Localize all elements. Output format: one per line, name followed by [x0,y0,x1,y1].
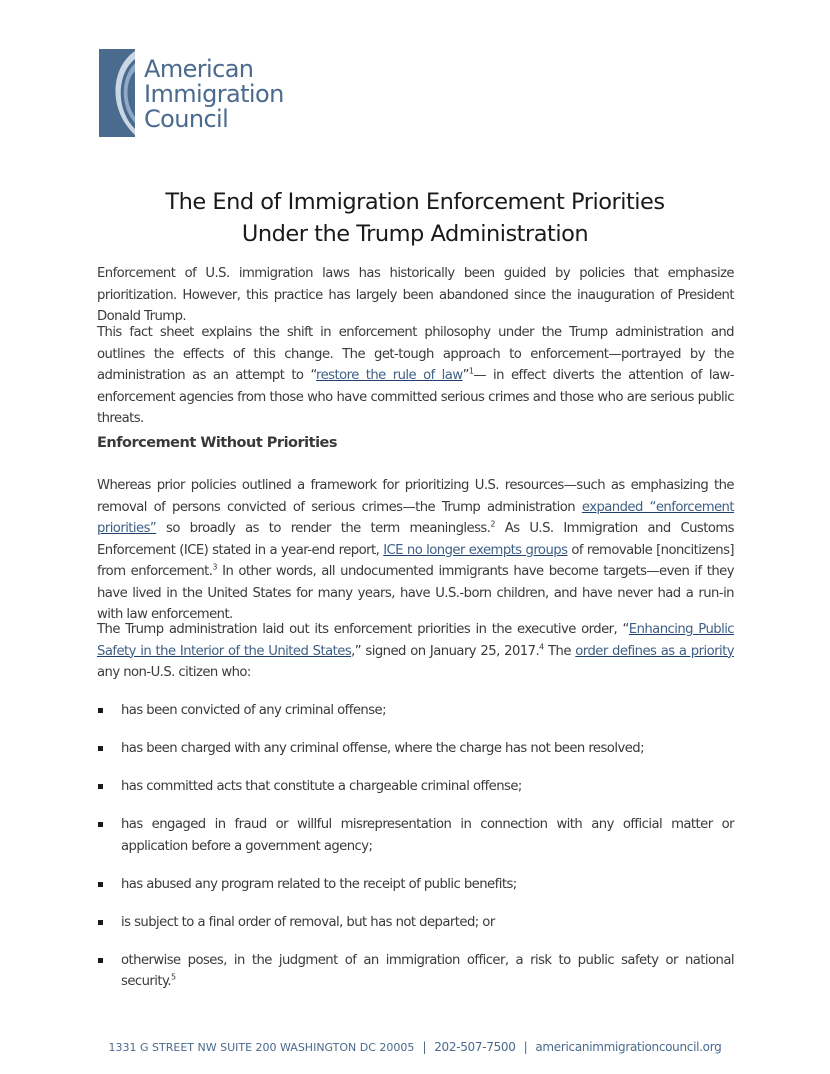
text-run: so broadly as to render the term meaningless. [156,521,491,536]
text-run: of removable [noncitizens] from enforcement. [97,542,735,579]
title-line-2: Under the Trump Administration [241,221,589,247]
text-run: The [543,643,576,659]
section-heading: Enforcement Without Priorities [97,435,338,451]
list-item [97,738,734,760]
intro-paragraph: Enforcement of U.S. immigration laws has historically been guided by policies that emphasize prioritization. However, this practice has largely been abandoned since the inauguration of President Donald Trump. [97,266,734,324]
bullet-square-icon [98,958,103,963]
logo-line-2: Immigration [144,80,284,108]
footnote-ref-2: 2 [490,519,495,529]
document-title [100,186,730,250]
list-item [97,912,734,934]
bullet-square-icon [98,784,103,789]
ice-no-longer-exempts-groups-link[interactable]: ICE no longer exempts groups [383,542,568,558]
text-run: any non-U.S. citizen who: [97,665,251,680]
text-run: ,” signed on January 25, 2017. [351,643,540,659]
logo-line-3: Council [144,105,229,133]
bullet-square-icon [98,746,103,751]
priorities-paragraph [97,475,734,626]
text-run: ” [462,368,469,383]
footnote-ref-5: 5 [171,972,176,982]
list-item [97,776,734,798]
priority-criteria-list [97,700,734,1009]
title-line-1: The End of Immigration Enforcement Priorities [165,189,665,215]
footnote-ref-1: 1 [468,366,474,376]
list-item-text: has been convicted of any criminal offense; [121,703,386,718]
list-item [97,874,734,896]
page-footer [0,1040,830,1054]
bullet-square-icon [98,920,103,925]
enhancing-public-safety-link[interactable]: Enhancing Public Safety in the Interior of the United States [97,622,735,659]
text-run: This fact sheet explains the shift in enforcement philosophy under the Trump administration and outlines the effects of this change. The get-tough approach to enforcement—portrayed by the administration as an attempt to “ [97,325,734,383]
logo-line-1: American [144,55,254,83]
footer-website-link[interactable]: americanimmigrationcouncil.org [535,1040,722,1054]
executive-order-paragraph [97,619,734,684]
expanded-enforcement-priorities-link[interactable]: expanded “enforcement priorities” [97,499,734,536]
bullet-square-icon [98,882,103,887]
list-item-text: is subject to a final order of removal, but has not departed; or [121,914,495,930]
list-item-text: has engaged in fraud or willful misrepresentation in connection with any official matter or application before a government agency; [121,817,734,854]
list-item [97,700,734,722]
bullet-square-icon [98,822,103,827]
fact-sheet-paragraph [97,322,734,430]
list-item [97,950,734,993]
restore-rule-of-law-link[interactable]: restore the rule of law [316,368,463,383]
logo-mark-icon [99,49,135,137]
footnote-ref-3: 3 [212,562,217,572]
list-item-text: has abused any program related to the receipt of public benefits; [121,876,517,892]
text-run: The Trump administration laid out its enforcement priorities in the executive order, “ [97,622,629,637]
list-item [97,814,734,857]
list-item-text: has committed acts that constitute a chargeable criminal offense; [121,779,522,794]
list-item-text: has been charged with any criminal offense, where the charge has not been resolved; [121,741,644,756]
order-defines-priority-link[interactable]: order defines as a priority [575,643,734,659]
organization-logo [99,49,289,139]
footer-address: 1331 G STREET NW SUITE 200 WASHINGTON DC 20005 [108,1041,415,1054]
footnote-ref-4: 4 [539,642,544,652]
text-run: In other words, all undocumented immigrants have become targets—even if they have lived in the United States for many years, have U.S.-born children, and have never had a run-in with law enforcement. [97,564,735,622]
footer-phone: 202-507-7500 [434,1040,516,1054]
bullet-square-icon [98,708,103,713]
text-run: As U.S. Immigration and Customs Enforcement (ICE) stated in a year-end report, [97,521,734,558]
footer-separator: | [422,1040,427,1054]
text-run: Whereas prior policies outlined a framework for prioritizing U.S. resources—such as emphasizing the removal of persons convicted of serious crimes—the Trump administration [97,478,734,515]
text-run: — in effect diverts the attention of law-enforcement agencies from those who have committed serious crimes and those who are serious public threats. [97,368,735,426]
footer-separator: | [523,1040,528,1054]
logo-wordmark [144,57,284,132]
list-item-text: otherwise poses, in the judgment of an immigration officer, a risk to public safety or national security. [121,952,734,989]
